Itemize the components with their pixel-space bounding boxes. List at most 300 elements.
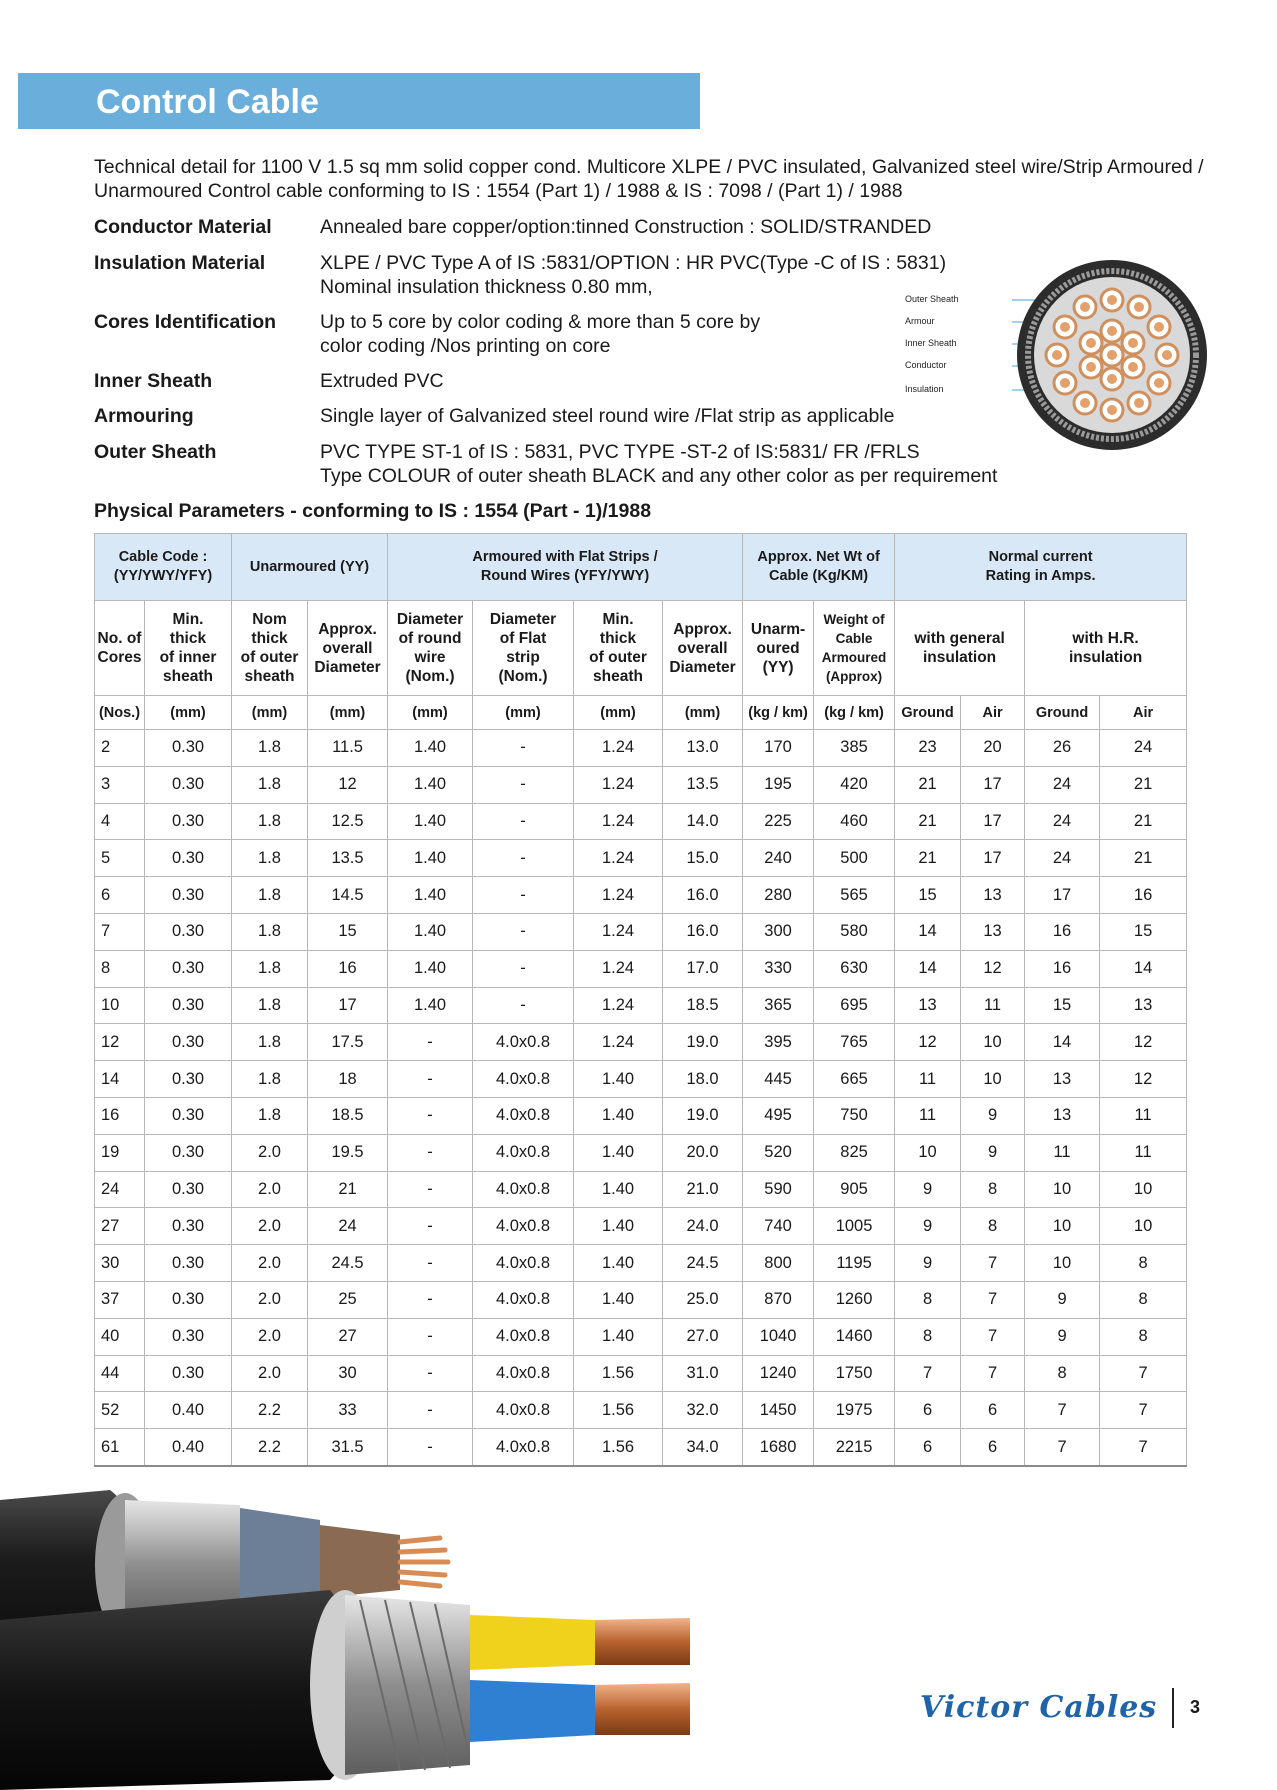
table-cell: 24	[1025, 840, 1100, 877]
table-cell: 1.24	[574, 987, 663, 1024]
table-cell: 8	[1025, 1355, 1100, 1392]
table-cell: 8	[895, 1281, 961, 1318]
table-cell: 10	[1025, 1171, 1100, 1208]
table-cell: 10	[1025, 1208, 1100, 1245]
table-cell: 870	[743, 1281, 814, 1318]
table-cell: 11.5	[308, 730, 388, 767]
header-armoured: Armoured with Flat Strips / Round Wires (YFY/YWY)	[388, 534, 743, 601]
table-cell: 1.40	[388, 803, 473, 840]
table-row	[95, 1097, 1187, 1134]
table-cell: 17	[961, 803, 1025, 840]
table-row	[95, 1318, 1187, 1355]
spec-value: Extruded PVC	[320, 370, 444, 392]
table-cell: 1.24	[574, 840, 663, 877]
table-cell: 12	[95, 1024, 145, 1061]
table-cell: 2.0	[232, 1318, 308, 1355]
table-cell: 27	[308, 1318, 388, 1355]
table-cell: 0.30	[145, 913, 232, 950]
table-cell: 1.8	[232, 987, 308, 1024]
table-cell: -	[388, 1061, 473, 1098]
table-cell: 13	[1025, 1097, 1100, 1134]
table-column-header-row	[95, 601, 1187, 696]
table-cell: 1.40	[574, 1208, 663, 1245]
table-cell: 1.24	[574, 730, 663, 767]
table-cell: -	[388, 1355, 473, 1392]
table-cell: 1.40	[574, 1061, 663, 1098]
table-cell: 33	[308, 1392, 388, 1429]
table-cell: 25.0	[663, 1281, 743, 1318]
table-row	[95, 1208, 1187, 1245]
page-number: 3	[1190, 1697, 1201, 1717]
table-cell: 13.5	[308, 840, 388, 877]
col-header-weight-unarmoured: Unarm- oured (YY)	[743, 601, 814, 696]
table-cell: 565	[814, 877, 895, 914]
spec-label: Outer Sheath	[94, 441, 217, 463]
table-cell: 4.0x0.8	[473, 1134, 574, 1171]
table-cell: 17.5	[308, 1024, 388, 1061]
col-header-round-wire: Diameter of round wire (Nom.)	[388, 601, 473, 696]
table-cell: -	[388, 1024, 473, 1061]
table-cell: 14.0	[663, 803, 743, 840]
table-cell: 6	[895, 1392, 961, 1429]
table-cell: 7	[1025, 1429, 1100, 1466]
table-cell: 7	[1100, 1429, 1187, 1466]
table-cell: 18.5	[663, 987, 743, 1024]
table-cell: 24.0	[663, 1208, 743, 1245]
header-weight: Approx. Net Wt of Cable (Kg/KM)	[743, 534, 895, 601]
table-cell: 10	[95, 987, 145, 1024]
table-cell: 25	[308, 1281, 388, 1318]
table-cell: 1.40	[574, 1171, 663, 1208]
table-row	[95, 840, 1187, 877]
cable-cross-section-image	[1012, 255, 1212, 455]
table-cell: 4.0x0.8	[473, 1024, 574, 1061]
table-cell: 300	[743, 913, 814, 950]
header-current-rating: Normal current Rating in Amps.	[895, 534, 1187, 601]
table-cell: 13	[895, 987, 961, 1024]
table-cell: 1.8	[232, 877, 308, 914]
table-cell: 1.24	[574, 877, 663, 914]
table-cell: 1.40	[574, 1281, 663, 1318]
table-cell: 1.8	[232, 840, 308, 877]
table-cell: 7	[95, 913, 145, 950]
table-cell: -	[388, 1245, 473, 1282]
spec-label: Cores Identification	[94, 311, 277, 333]
table-cell: 9	[1025, 1281, 1100, 1318]
table-cell: 10	[1100, 1208, 1187, 1245]
table-cell: 10	[961, 1024, 1025, 1061]
col-header-nom-outer-sheath: Nom thick of outer sheath	[232, 601, 308, 696]
table-cell: 1.8	[232, 913, 308, 950]
table-cell: 24.5	[663, 1245, 743, 1282]
table-cell: 13	[1100, 987, 1187, 1024]
table-row	[95, 1392, 1187, 1429]
table-cell: 1.24	[574, 803, 663, 840]
table-cell: 1.24	[574, 766, 663, 803]
table-cell: 1.56	[574, 1392, 663, 1429]
table-cell: 12	[308, 766, 388, 803]
table-row	[95, 950, 1187, 987]
table-cell: -	[388, 1281, 473, 1318]
table-cell: 8	[1100, 1281, 1187, 1318]
table-cell: 1.40	[388, 840, 473, 877]
spec-value: Annealed bare copper/option:tinned Construction : SOLID/STRANDED	[320, 216, 932, 238]
table-cell: 0.30	[145, 1024, 232, 1061]
table-cell: 2.2	[232, 1429, 308, 1466]
table-cell: 26	[1025, 730, 1100, 767]
spec-value: Up to 5 core by color coding & more than 5 core by color coding /Nos printing on core	[320, 311, 761, 357]
table-cell: -	[473, 987, 574, 1024]
table-cell: 6	[961, 1392, 1025, 1429]
table-cell: 7	[961, 1318, 1025, 1355]
table-cell: 61	[95, 1429, 145, 1466]
table-cell: 14.5	[308, 877, 388, 914]
table-cell: 15.0	[663, 840, 743, 877]
table-cell: 0.30	[145, 1171, 232, 1208]
unit-cell: (mm)	[388, 696, 473, 730]
unit-cell: (mm)	[308, 696, 388, 730]
table-cell: 4.0x0.8	[473, 1392, 574, 1429]
table-cell: 21	[308, 1171, 388, 1208]
table-row	[95, 1061, 1187, 1098]
table-cell: 16	[308, 950, 388, 987]
table-cell: 4.0x0.8	[473, 1281, 574, 1318]
table-cell: 0.30	[145, 766, 232, 803]
table-cell: 7	[961, 1245, 1025, 1282]
table-cell: 16	[1025, 950, 1100, 987]
table-row	[95, 1171, 1187, 1208]
table-cell: 1450	[743, 1392, 814, 1429]
table-cell: 11	[895, 1097, 961, 1134]
spec-value: XLPE / PVC Type A of IS :5831/OPTION : HR PVC(Type -C of IS : 5831) Nominal insulation thickness 0.80 mm,	[320, 252, 947, 298]
table-cell: 14	[895, 950, 961, 987]
table-units-row	[95, 696, 1187, 730]
table-cell: 23	[895, 730, 961, 767]
cable-photo-image	[0, 1480, 720, 1790]
table-cell: -	[473, 877, 574, 914]
table-cell: 1.8	[232, 1024, 308, 1061]
table-cell: 16	[1100, 877, 1187, 914]
table-cell: 24	[308, 1208, 388, 1245]
table-cell: 195	[743, 766, 814, 803]
table-cell: 1.40	[388, 913, 473, 950]
table-cell: 11	[1100, 1134, 1187, 1171]
table-cell: 30	[95, 1245, 145, 1282]
page-title: Control Cable	[96, 83, 319, 121]
table-cell: 0.30	[145, 803, 232, 840]
table-cell: 8	[895, 1318, 961, 1355]
table-cell: 7	[895, 1355, 961, 1392]
table-cell: 800	[743, 1245, 814, 1282]
table-cell: 9	[895, 1171, 961, 1208]
table-cell: 13	[1025, 1061, 1100, 1098]
table-cell: 740	[743, 1208, 814, 1245]
unit-cell: (mm)	[473, 696, 574, 730]
table-cell: 1.8	[232, 803, 308, 840]
table-cell: 170	[743, 730, 814, 767]
table-cell: 21	[895, 803, 961, 840]
table-cell: 665	[814, 1061, 895, 1098]
table-cell: 13.0	[663, 730, 743, 767]
table-row	[95, 766, 1187, 803]
table-cell: 695	[814, 987, 895, 1024]
col-header-general-insulation: with general insulation	[895, 601, 1025, 696]
table-cell: 16	[95, 1097, 145, 1134]
table-cell: 21	[1100, 766, 1187, 803]
table-cell: 18.5	[308, 1097, 388, 1134]
table-cell: -	[473, 950, 574, 987]
table-cell: 240	[743, 840, 814, 877]
table-cell: 16	[1025, 913, 1100, 950]
table-cell: 10	[895, 1134, 961, 1171]
unit-cell: (mm)	[663, 696, 743, 730]
header-cable-code: Cable Code : (YY/YWY/YFY)	[95, 534, 232, 601]
col-header-flat-strip: Diameter of Flat strip (Nom.)	[473, 601, 574, 696]
table-cell: 8	[1100, 1245, 1187, 1282]
table-cell: 1260	[814, 1281, 895, 1318]
table-cell: 0.30	[145, 1355, 232, 1392]
table-cell: 31.5	[308, 1429, 388, 1466]
table-cell: 24	[95, 1171, 145, 1208]
cross-section-label: Insulation	[905, 384, 944, 394]
table-cell: 385	[814, 730, 895, 767]
table-cell: 1.8	[232, 1097, 308, 1134]
table-cell: 1005	[814, 1208, 895, 1245]
table-cell: 19.5	[308, 1134, 388, 1171]
table-cell: 495	[743, 1097, 814, 1134]
table-row	[95, 877, 1187, 914]
table-cell: 31.0	[663, 1355, 743, 1392]
table-cell: 17.0	[663, 950, 743, 987]
table-cell: 4.0x0.8	[473, 1061, 574, 1098]
spec-label: Inner Sheath	[94, 370, 213, 392]
table-cell: 460	[814, 803, 895, 840]
unit-cell: (kg / km)	[743, 696, 814, 730]
table-cell: 12	[961, 950, 1025, 987]
col-header-min-outer-sheath: Min. thick of outer sheath	[574, 601, 663, 696]
table-cell: 21	[895, 766, 961, 803]
col-header-unarmoured-diameter: Approx. overall Diameter	[308, 601, 388, 696]
table-cell: 34.0	[663, 1429, 743, 1466]
table-cell: 2	[95, 730, 145, 767]
table-cell: 17	[961, 766, 1025, 803]
table-cell: 7	[1025, 1392, 1100, 1429]
table-cell: 8	[961, 1171, 1025, 1208]
table-cell: -	[388, 1171, 473, 1208]
table-cell: 905	[814, 1171, 895, 1208]
table-cell: 4.0x0.8	[473, 1429, 574, 1466]
table-cell: 0.30	[145, 1061, 232, 1098]
table-row	[95, 803, 1187, 840]
table-cell: 37	[95, 1281, 145, 1318]
table-cell: 52	[95, 1392, 145, 1429]
table-cell: 9	[895, 1208, 961, 1245]
table-cell: 9	[961, 1097, 1025, 1134]
table-cell: 15	[1100, 913, 1187, 950]
table-cell: 14	[1100, 950, 1187, 987]
table-cell: 17	[961, 840, 1025, 877]
table-cell: -	[388, 1097, 473, 1134]
table-cell: 395	[743, 1024, 814, 1061]
table-cell: 12	[1100, 1024, 1187, 1061]
table-cell: 8	[961, 1208, 1025, 1245]
table-cell: 13	[961, 877, 1025, 914]
table-body	[95, 730, 1187, 1466]
table-row	[95, 1281, 1187, 1318]
unit-cell: (mm)	[574, 696, 663, 730]
table-cell: 1680	[743, 1429, 814, 1466]
table-cell: -	[473, 840, 574, 877]
table-cell: 18.0	[663, 1061, 743, 1098]
footer-divider	[1172, 1688, 1174, 1728]
unit-cell: Ground	[895, 696, 961, 730]
table-cell: 825	[814, 1134, 895, 1171]
intro-text: Technical detail for 1100 V 1.5 sq mm solid copper cond. Multicore XLPE / PVC insulated, Galvanized steel wire/Strip Armoured / Unarmoured Control cable conforming to IS : 1554 (Part 1) / 1988 & IS : 7098 / (Part 1) / 1988	[94, 156, 1204, 202]
cross-section-label: Inner Sheath	[905, 338, 957, 348]
table-cell: 2.0	[232, 1134, 308, 1171]
table-cell: 40	[95, 1318, 145, 1355]
table-cell: 12	[895, 1024, 961, 1061]
table-cell: 0.40	[145, 1392, 232, 1429]
table-cell: 19.0	[663, 1024, 743, 1061]
table-cell: 27.0	[663, 1318, 743, 1355]
table-cell: 19	[95, 1134, 145, 1171]
table-cell: 6	[95, 877, 145, 914]
unit-cell: Ground	[1025, 696, 1100, 730]
unit-cell: (mm)	[232, 696, 308, 730]
spec-label: Conductor Material	[94, 216, 272, 238]
table-cell: 13	[961, 913, 1025, 950]
table-cell: 1.40	[388, 730, 473, 767]
table-cell: -	[473, 913, 574, 950]
table-cell: 0.30	[145, 1134, 232, 1171]
table-cell: 10	[1100, 1171, 1187, 1208]
table-cell: 27	[95, 1208, 145, 1245]
table-cell: 21.0	[663, 1171, 743, 1208]
table-cell: 15	[308, 913, 388, 950]
table-cell: 1.40	[574, 1245, 663, 1282]
table-cell: 8	[95, 950, 145, 987]
table-cell: 11	[1100, 1097, 1187, 1134]
table-cell: 15	[895, 877, 961, 914]
table-cell: 24	[1100, 730, 1187, 767]
table-cell: 21	[1100, 840, 1187, 877]
table-cell: 24.5	[308, 1245, 388, 1282]
table-cell: 12	[1100, 1061, 1187, 1098]
spec-value: Single layer of Galvanized steel round wire /Flat strip as applicable	[320, 405, 895, 427]
table-cell: 1.24	[574, 950, 663, 987]
table-cell: 1240	[743, 1355, 814, 1392]
table-cell: -	[388, 1392, 473, 1429]
table-cell: 7	[1100, 1355, 1187, 1392]
table-cell: -	[388, 1208, 473, 1245]
table-cell: 0.30	[145, 730, 232, 767]
table-row	[95, 1134, 1187, 1171]
table-cell: 4.0x0.8	[473, 1355, 574, 1392]
table-cell: 280	[743, 877, 814, 914]
table-row	[95, 1024, 1187, 1061]
table-cell: 9	[1025, 1318, 1100, 1355]
table-cell: 1.40	[388, 766, 473, 803]
table-cell: -	[388, 1429, 473, 1466]
unit-cell: (mm)	[145, 696, 232, 730]
table-cell: -	[473, 730, 574, 767]
table-cell: -	[388, 1318, 473, 1355]
table-cell: 18	[308, 1061, 388, 1098]
table-cell: 10	[961, 1061, 1025, 1098]
col-header-cores: No. of Cores	[95, 601, 145, 696]
physical-parameters-table	[94, 533, 1187, 1467]
unit-cell: (Nos.)	[95, 696, 145, 730]
table-cell: 0.30	[145, 1281, 232, 1318]
table-cell: -	[473, 766, 574, 803]
table-cell: 6	[961, 1429, 1025, 1466]
table-cell: 1.56	[574, 1429, 663, 1466]
table-cell: 580	[814, 913, 895, 950]
table-cell: 19.0	[663, 1097, 743, 1134]
table-cell: 1460	[814, 1318, 895, 1355]
table-cell: 630	[814, 950, 895, 987]
table-row	[95, 1355, 1187, 1392]
table-cell: 1.56	[574, 1355, 663, 1392]
table-cell: 1195	[814, 1245, 895, 1282]
header-unarmoured: Unarmoured (YY)	[232, 534, 388, 601]
table-cell: 1.40	[388, 877, 473, 914]
table-cell: 0.30	[145, 1208, 232, 1245]
table-cell: 17	[1025, 877, 1100, 914]
table-cell: 2.0	[232, 1171, 308, 1208]
table-cell: 225	[743, 803, 814, 840]
table-cell: 0.30	[145, 1245, 232, 1282]
table-cell: 0.30	[145, 877, 232, 914]
table-cell: 44	[95, 1355, 145, 1392]
table-cell: 4.0x0.8	[473, 1208, 574, 1245]
table-cell: 1.24	[574, 1024, 663, 1061]
table-cell: 2.0	[232, 1281, 308, 1318]
table-cell: 1040	[743, 1318, 814, 1355]
table-row	[95, 1429, 1187, 1466]
physical-parameters-title: Physical Parameters - conforming to IS : 1554 (Part - 1)/1988	[94, 500, 652, 522]
table-cell: 12.5	[308, 803, 388, 840]
table-cell: 0.30	[145, 1318, 232, 1355]
table-cell: 1.40	[574, 1134, 663, 1171]
table-cell: 2.2	[232, 1392, 308, 1429]
table-cell: 7	[961, 1355, 1025, 1392]
table-cell: 21	[1100, 803, 1187, 840]
table-cell: 1.40	[574, 1318, 663, 1355]
table-cell: 2215	[814, 1429, 895, 1466]
table-cell: 500	[814, 840, 895, 877]
table-cell: 2.0	[232, 1245, 308, 1282]
table-cell: 20.0	[663, 1134, 743, 1171]
col-header-hr-insulation: with H.R. insulation	[1025, 601, 1187, 696]
table-group-header-row	[95, 534, 1187, 601]
spec-label: Insulation Material	[94, 252, 266, 274]
table-cell: -	[473, 803, 574, 840]
table-cell: 1.40	[388, 987, 473, 1024]
table-cell: 0.30	[145, 950, 232, 987]
title-banner	[18, 73, 700, 129]
table-cell: 9	[895, 1245, 961, 1282]
table-row	[95, 913, 1187, 950]
table-cell: 8	[1100, 1318, 1187, 1355]
col-header-inner-sheath: Min. thick of inner sheath	[145, 601, 232, 696]
table-cell: 4.0x0.8	[473, 1171, 574, 1208]
table-cell: 4	[95, 803, 145, 840]
table-cell: 17	[308, 987, 388, 1024]
spec-value: PVC TYPE ST-1 of IS : 5831, PVC TYPE -ST-2 of IS:5831/ FR /FRLS Type COLOUR of outer sheath BLACK and any other color as per requirement	[320, 441, 998, 487]
cross-section-label: Armour	[905, 316, 935, 326]
